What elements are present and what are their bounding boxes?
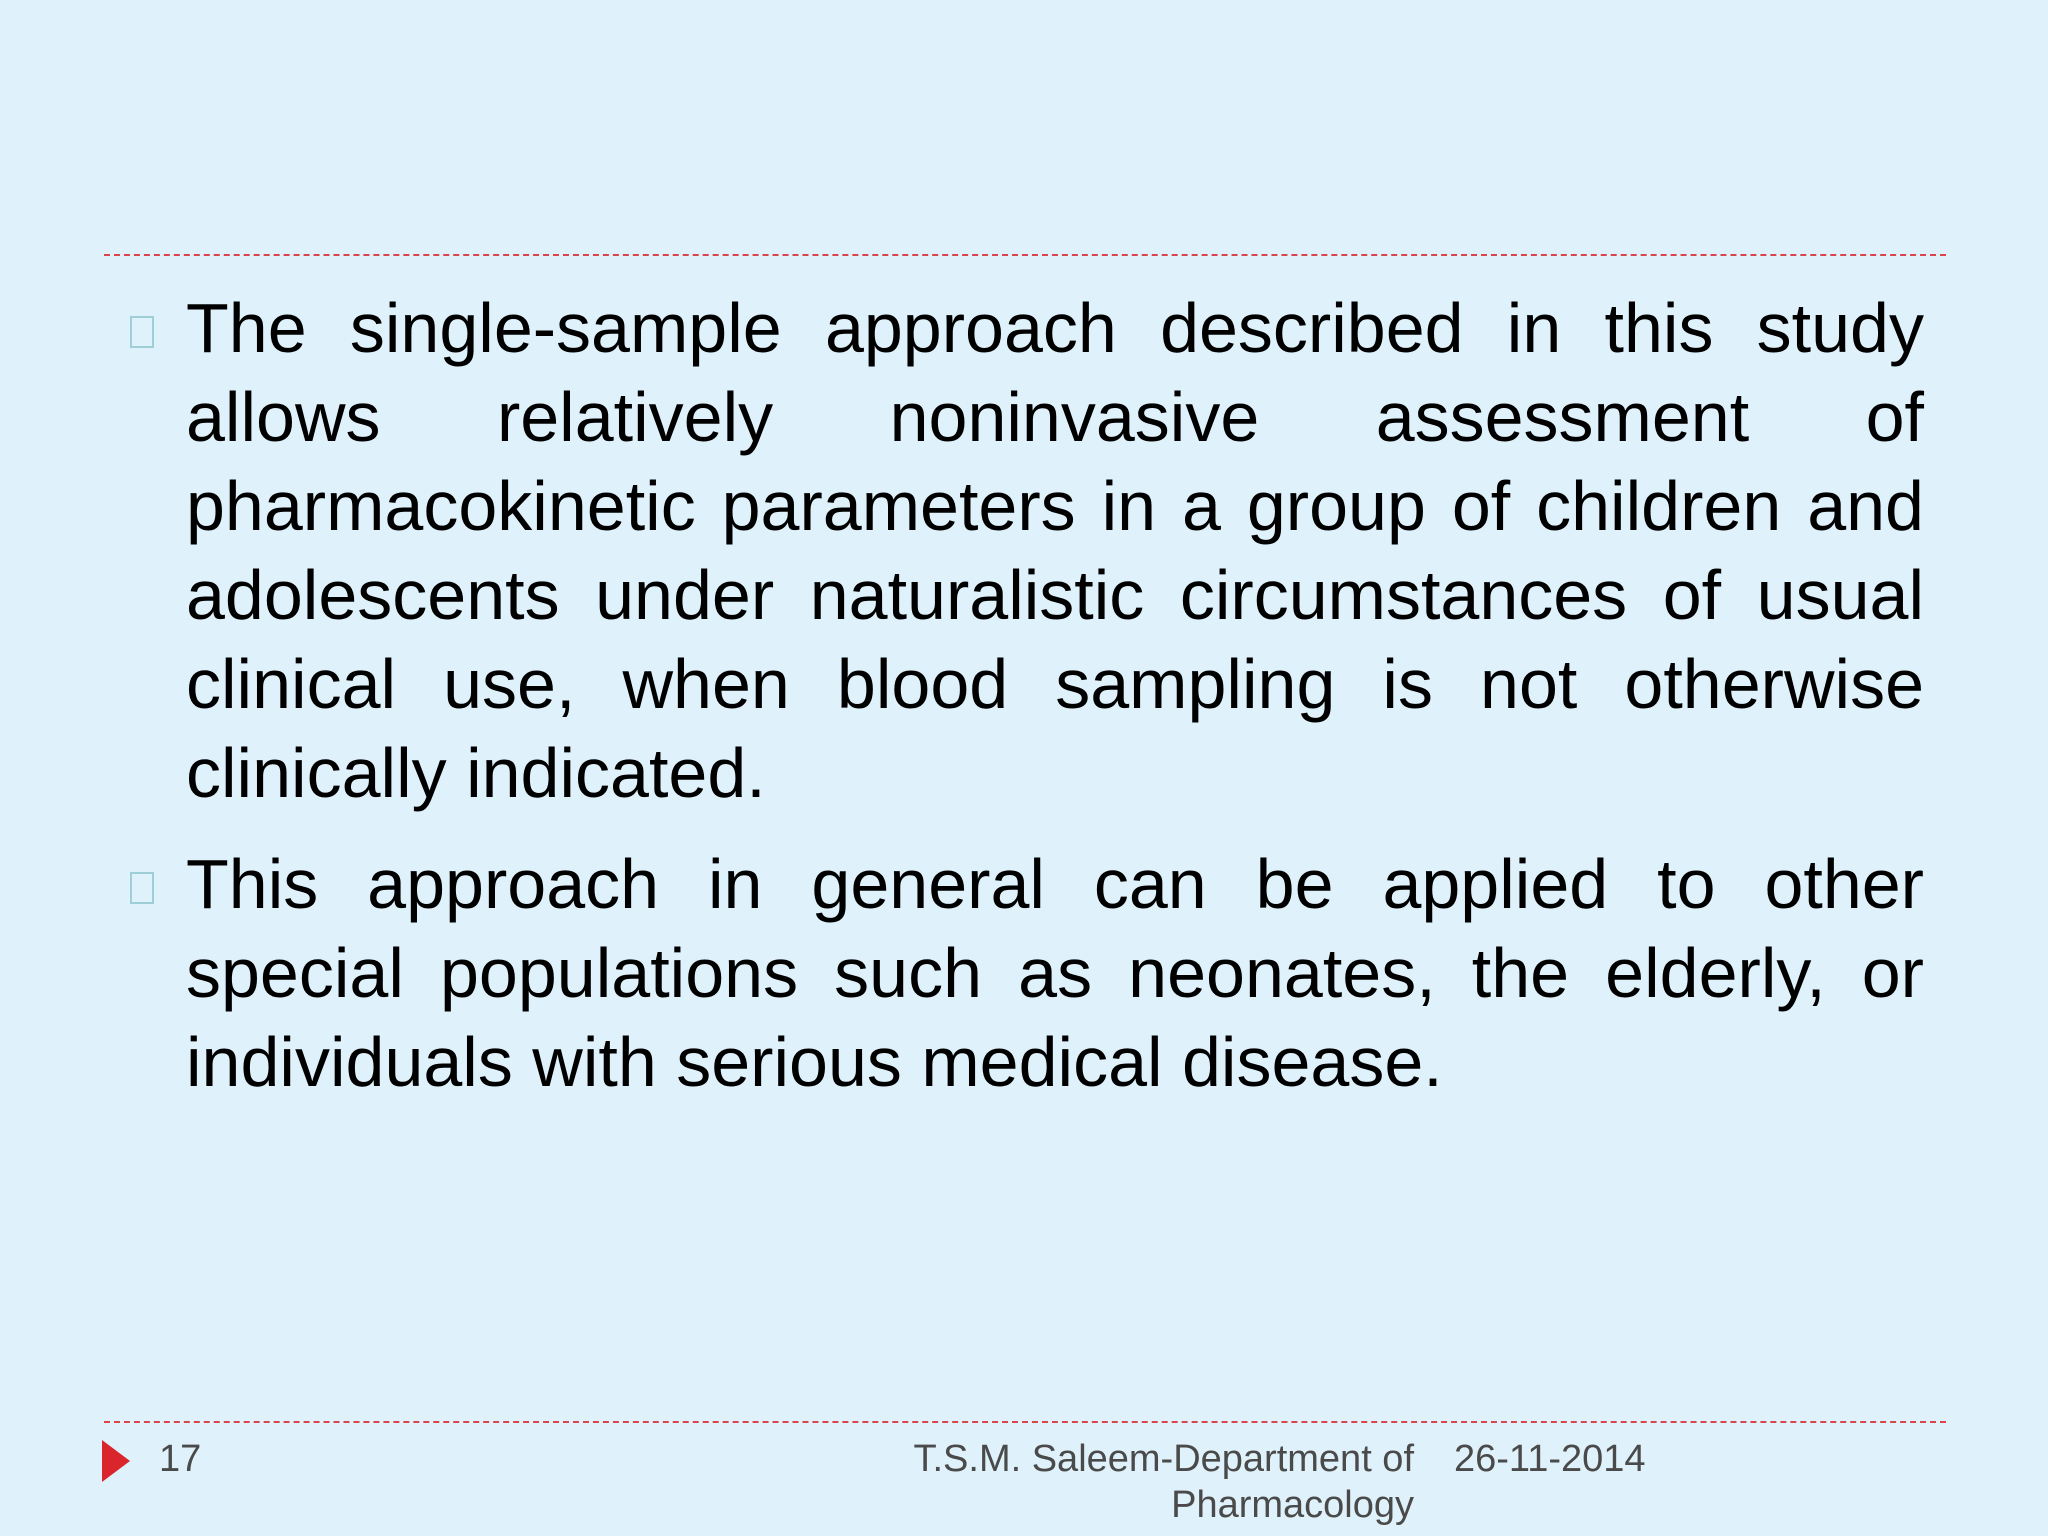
footer-author-line1: T.S.M. Saleem-Department of — [913, 1438, 1414, 1480]
footer-date: 26-11-2014 — [1454, 1438, 1646, 1480]
bullet-text: The single-sample approach described in this study allows relatively noninvasive assessment of pharmacokinetic parameters in a group of children and adolescents under naturalistic circumstances of usual clinical use, when blood sampling is not otherwise clinically indicated. — [186, 289, 1924, 812]
top-divider — [104, 254, 1946, 256]
bullet-box-icon — [130, 872, 154, 904]
bullet-item — [124, 284, 1924, 818]
footer-author-line2: Pharmacology — [1171, 1484, 1414, 1526]
bottom-divider — [104, 1421, 1946, 1423]
play-arrow-icon — [102, 1440, 130, 1482]
footer-author — [830, 1436, 1414, 1528]
page-number: 17 — [159, 1438, 202, 1480]
bullet-box-icon — [130, 316, 154, 348]
bullet-item — [124, 840, 1924, 1107]
bullet-text: This approach in general can be applied to other special populations such as neonates, the elderly, or individuals with serious medical disease. — [186, 845, 1924, 1101]
slide-content — [124, 284, 1924, 1129]
